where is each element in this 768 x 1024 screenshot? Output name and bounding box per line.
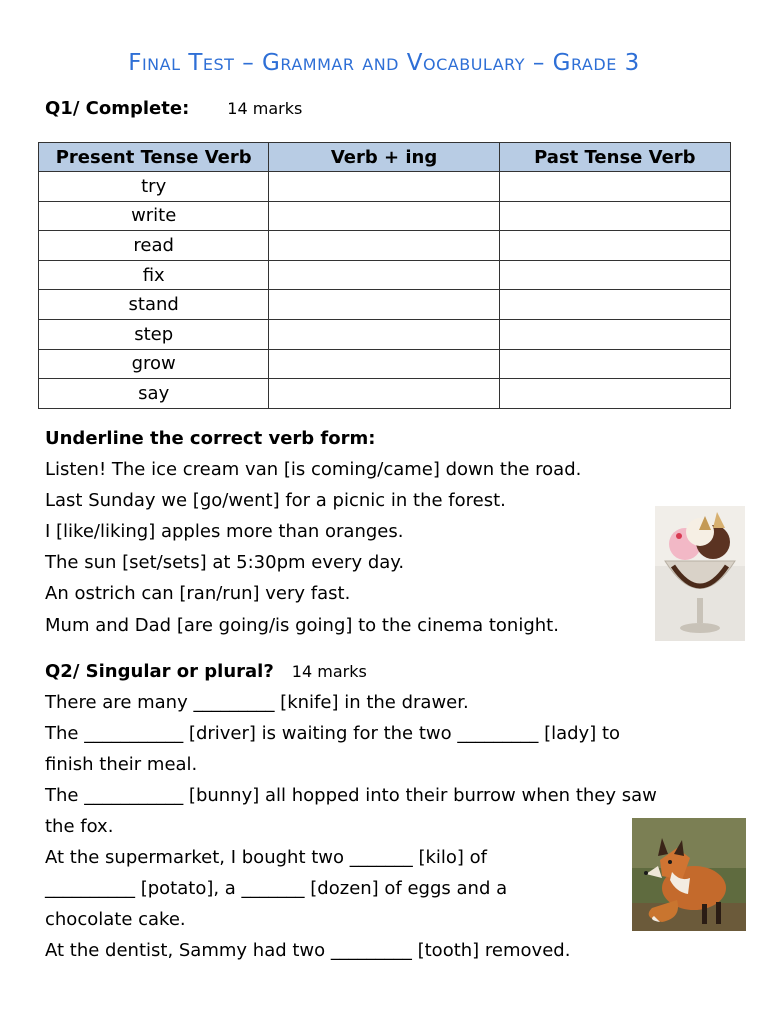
q2-line[interactable]: The ___________ [driver] is waiting for the two _________ [lady] to (45, 723, 621, 744)
q1-marks: 14 marks (227, 99, 303, 118)
underline-sentence[interactable]: Mum and Dad [are going/is going] to the cinema tonight. (45, 615, 559, 636)
past-answer-cell[interactable] (499, 349, 730, 379)
q2-line[interactable]: At the dentist, Sammy had two _________ [tooth] removed. (45, 940, 571, 961)
header-verb-ing: Verb + ing (269, 143, 499, 172)
past-answer-cell[interactable] (499, 319, 730, 349)
present-verb-cell: step (39, 319, 269, 349)
table-row (39, 349, 731, 379)
ing-answer-cell[interactable] (269, 260, 499, 290)
past-answer-cell[interactable] (499, 290, 730, 320)
past-answer-cell[interactable] (499, 172, 730, 202)
present-verb-cell: grow (39, 349, 269, 379)
q2-line[interactable]: __________ [potato], a _______ [dozen] of eggs and a (45, 878, 508, 899)
table-row (39, 379, 731, 409)
underline-sentence[interactable]: The sun [set/sets] at 5:30pm every day. (45, 552, 405, 573)
ice-cream-sundae-photo (655, 506, 745, 641)
ing-answer-cell[interactable] (269, 379, 499, 409)
underline-sentence[interactable]: I [like/liking] apples more than oranges. (45, 521, 404, 542)
ing-answer-cell[interactable] (269, 172, 499, 202)
ing-answer-cell[interactable] (269, 201, 499, 231)
verb-table (38, 142, 731, 409)
q2-marks: 14 marks (291, 662, 367, 681)
present-verb-cell: try (39, 172, 269, 202)
present-verb-cell: fix (39, 260, 269, 290)
ing-answer-cell[interactable] (269, 349, 499, 379)
q2-line: chocolate cake. (45, 909, 186, 930)
underline-sentence[interactable]: Last Sunday we [go/went] for a picnic in the forest. (45, 490, 506, 511)
ing-answer-cell[interactable] (269, 231, 499, 261)
table-row (39, 201, 731, 231)
header-past-tense: Past Tense Verb (499, 143, 730, 172)
fox-photo (632, 818, 746, 931)
past-answer-cell[interactable] (499, 260, 730, 290)
table-row (39, 260, 731, 290)
table-row (39, 231, 731, 261)
verb-table-header-row (39, 143, 731, 172)
past-answer-cell[interactable] (499, 201, 730, 231)
underline-sentence[interactable]: Listen! The ice cream van [is coming/came] down the road. (45, 459, 582, 480)
ing-answer-cell[interactable] (269, 319, 499, 349)
table-row (39, 172, 731, 202)
q2-line[interactable]: There are many _________ [knife] in the drawer. (45, 692, 469, 713)
page-title: Final Test – Grammar and Vocabulary – Grade 3 (128, 50, 640, 76)
q2-line: finish their meal. (45, 754, 198, 775)
q2-line[interactable]: The ___________ [bunny] all hopped into their burrow when they saw (45, 785, 657, 806)
q2-line[interactable]: At the supermarket, I bought two _______ [kilo] of (45, 847, 488, 868)
table-row (39, 319, 731, 349)
present-verb-cell: say (39, 379, 269, 409)
underline-heading: Underline the correct verb form: (45, 428, 376, 449)
present-verb-cell: read (39, 231, 269, 261)
present-verb-cell: stand (39, 290, 269, 320)
q2-line: the fox. (45, 816, 114, 837)
present-verb-cell: write (39, 201, 269, 231)
table-row (39, 290, 731, 320)
past-answer-cell[interactable] (499, 231, 730, 261)
q1-label: Q1/ Complete: (45, 98, 190, 119)
underline-sentence[interactable]: An ostrich can [ran/run] very fast. (45, 583, 351, 604)
ing-answer-cell[interactable] (269, 290, 499, 320)
past-answer-cell[interactable] (499, 379, 730, 409)
q1-heading (45, 98, 302, 119)
q2-label: Q2/ Singular or plural? (45, 661, 274, 682)
header-present-tense: Present Tense Verb (39, 143, 269, 172)
q2-heading (45, 661, 367, 682)
